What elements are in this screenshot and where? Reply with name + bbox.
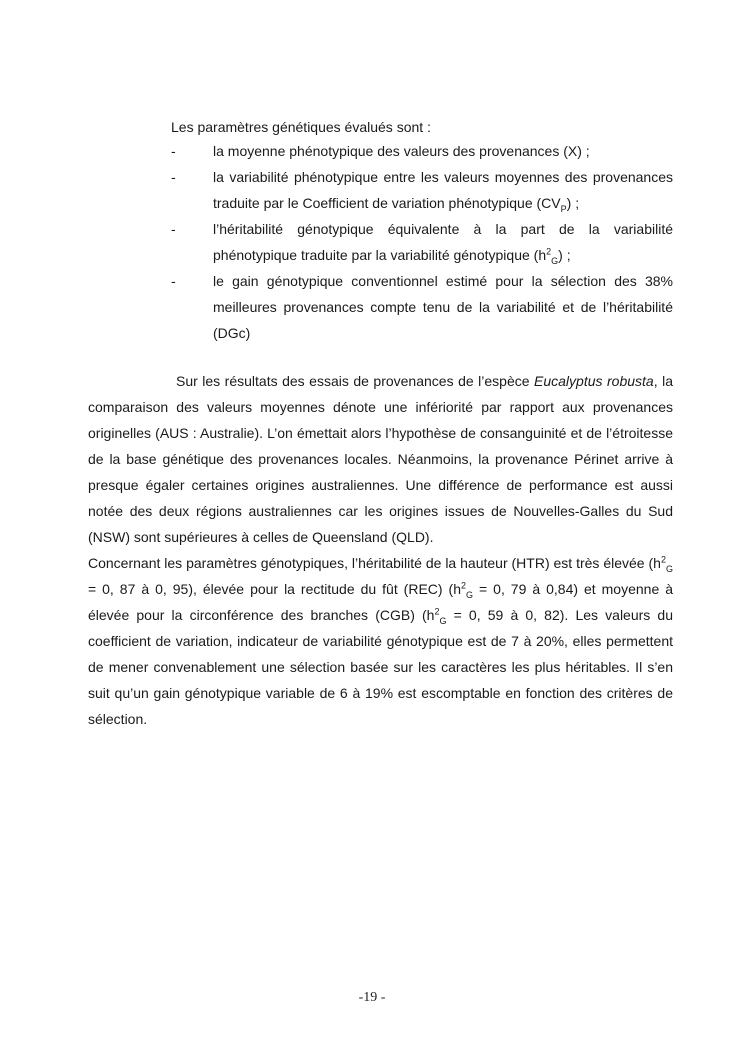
page-number: -19 - bbox=[358, 990, 386, 1005]
list-item-text: le gain génotypique conventionnel estimé pour la sélection des 38% meilleures provenances compte tenu de la variabilité et de l’héritabilité (DGc) bbox=[213, 273, 673, 341]
list-item-text: ) ; bbox=[558, 247, 571, 263]
body-text bbox=[88, 368, 673, 732]
paragraph-text: = 0, 79 à 0,84) et moyenne à élevée pour la circonférence des branches (CGB) ( bbox=[88, 581, 673, 623]
superscript: 2 bbox=[660, 554, 666, 565]
heritability-symbol: h bbox=[653, 555, 661, 571]
superscript: 2 bbox=[461, 580, 467, 591]
list-item-text: la moyenne phénotypique des valeurs des provenances (X) ; bbox=[213, 143, 590, 159]
paragraph-text: = 0, 59 à 0, 82). Les valeurs du coefficient de variation, indicateur de variabilité génotypique est de 7 à 20%, elles permettent de mener convenablement une sélection basée sur les caractères les plus héritables. Il s’en suit qu’un gain génotypique variable de 6 à 19% est escomptable en fonction des critères de sélection. bbox=[88, 607, 673, 727]
bullet-dash: - bbox=[171, 221, 176, 237]
list-item bbox=[171, 164, 673, 216]
parameter-list bbox=[171, 138, 673, 346]
list-item bbox=[171, 138, 673, 164]
paragraph-text: = 0, 87 à 0, 95), élevée pour la rectitude du fût (REC) ( bbox=[88, 581, 454, 597]
paragraph-text: , la comparaison des valeurs moyennes dénote une infériorité par rapport aux provenances originelles (AUS : Australie). L’on émettait alors l’hypothèse de consanguinité et de l’étroitesse de la base génétique des provenances locales. Néanmoins, la provenance Périnet arrive à presque égaler certaines origines australiennes. Une différence de performance est aussi notée des deux régions australiennes car les origines issues de Nouvelles-Galles du Sud (NSW) sont supérieures à celles de Queensland (QLD). bbox=[88, 373, 673, 545]
superscript: 2 bbox=[546, 246, 552, 257]
list-item bbox=[171, 268, 673, 346]
paragraph-text: Sur les résultats des essais de provenances de l’espèce bbox=[176, 373, 535, 389]
subscript: P bbox=[560, 203, 567, 214]
bullet-dash: - bbox=[171, 169, 176, 185]
species-name: Eucalyptus robusta bbox=[534, 373, 654, 389]
bullet-dash: - bbox=[171, 143, 176, 159]
subscript: G bbox=[439, 615, 447, 626]
subscript: G bbox=[551, 255, 559, 266]
heritability-symbol: h bbox=[453, 581, 461, 597]
heritability-symbol: h bbox=[426, 607, 435, 623]
subscript: G bbox=[466, 589, 474, 600]
superscript: 2 bbox=[434, 606, 440, 617]
intro-line: Les paramètres génétiques évalués sont : bbox=[171, 119, 431, 135]
bullet-dash: - bbox=[171, 273, 176, 289]
paragraph-genotypic bbox=[88, 550, 673, 732]
paragraph-text: Concernant les paramètres génotypiques, l’héritabilité de la hauteur (HTR) est très élevée ( bbox=[88, 555, 654, 571]
subscript: G bbox=[665, 563, 673, 574]
list-item-text: l’héritabilité génotypique équivalente à la part de la variabilité phénotypique traduite par la variabilité génotypique (h bbox=[213, 221, 673, 263]
list-item bbox=[171, 216, 673, 268]
list-item-text: la variabilité phénotypique entre les valeurs moyennes des provenances traduite par le Coefficient de variation phénotypique (CV bbox=[213, 169, 673, 211]
list-item-text: ) ; bbox=[566, 195, 580, 211]
paragraph-provenances bbox=[88, 368, 673, 550]
